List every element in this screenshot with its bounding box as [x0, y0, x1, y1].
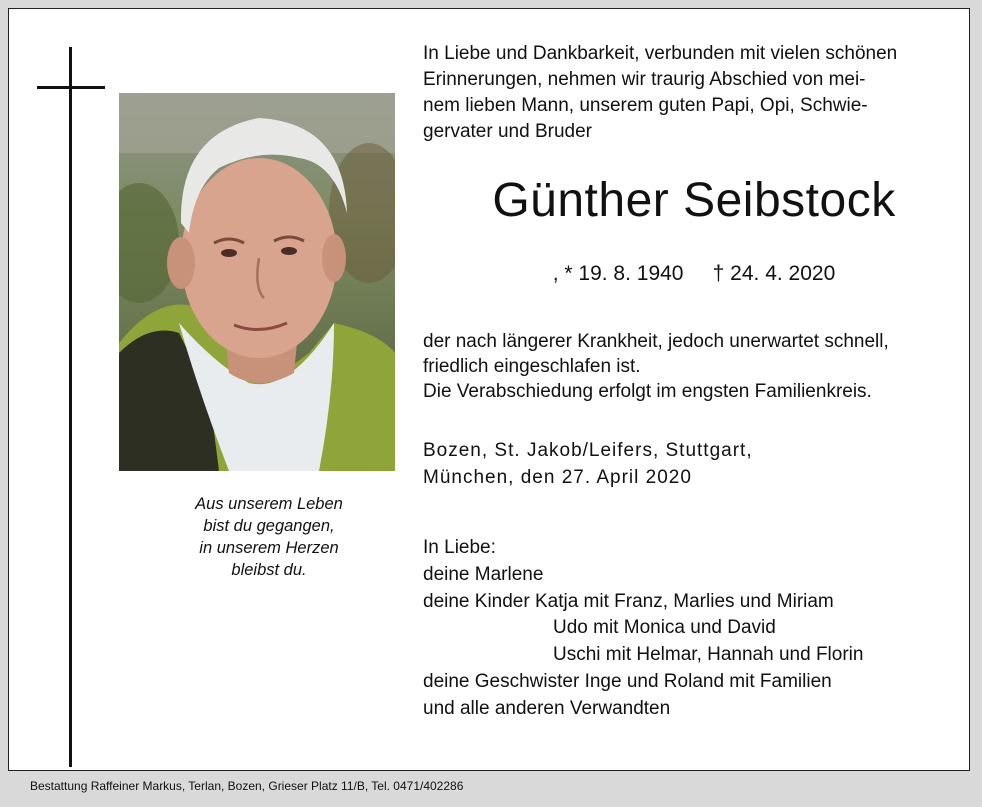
mourner-line: deine Marlene	[423, 563, 544, 585]
funeral-home-footer: Bestattung Raffeiner Markus, Terlan, Bozen, Grieser Platz 11/B, Tel. 0471/402286	[30, 779, 464, 793]
intro-line: nem lieben Mann, unserem guten Papi, Opi, Schwie-	[423, 95, 868, 116]
quote-line: Aus unserem Leben	[195, 495, 343, 513]
announcement-line: Die Verabschiedung erfolgt im engsten Familienkreis.	[423, 381, 872, 402]
memorial-quote	[119, 493, 419, 581]
quote-line: bleibst du.	[231, 561, 307, 579]
place-line: München, den 27. April 2020	[423, 467, 692, 488]
mourners-list	[423, 535, 982, 723]
quote-line: in unserem Herzen	[199, 539, 339, 557]
mourners-heading: In Liebe:	[423, 537, 496, 558]
mourner-line: Uschi mit Helmar, Hannah und Florin	[553, 644, 864, 666]
intro-line: Erinnerungen, nehmen wir traurig Abschied von mei-	[423, 69, 866, 90]
place-and-date	[423, 437, 982, 491]
mourner-line: Udo mit Monica und David	[553, 617, 776, 639]
intro-line: In Liebe und Dankbarkeit, verbunden mit vielen schönen	[423, 43, 898, 64]
quote-line: bist du gegangen,	[203, 517, 335, 535]
mourner-line: und alle anderen Verwandten	[423, 697, 671, 719]
announcement-paragraph	[423, 329, 982, 404]
intro-line: gervater und Bruder	[423, 121, 592, 142]
deceased-name: Günther Seibstock	[492, 174, 896, 227]
mourner-line: deine Geschwister Inge und Roland mit Familien	[423, 670, 832, 692]
obituary-card	[8, 8, 970, 771]
announcement-line: friedlich eingeschlafen ist.	[423, 356, 641, 377]
cross-horizontal-bar	[37, 86, 105, 89]
announcement-line: der nach längerer Krankheit, jedoch unerwartet schnell,	[423, 331, 889, 352]
life-dates: , * 19. 8. 1940 † 24. 4. 2020	[552, 262, 836, 285]
place-line: Bozen, St. Jakob/Leifers, Stuttgart,	[423, 440, 753, 461]
portrait-photo	[119, 93, 395, 471]
portrait-illustration	[119, 93, 395, 471]
mourner-line: deine Kinder Katja mit Franz, Marlies und Miriam	[423, 590, 834, 612]
cross-vertical-bar	[69, 47, 72, 767]
intro-paragraph	[423, 41, 965, 145]
